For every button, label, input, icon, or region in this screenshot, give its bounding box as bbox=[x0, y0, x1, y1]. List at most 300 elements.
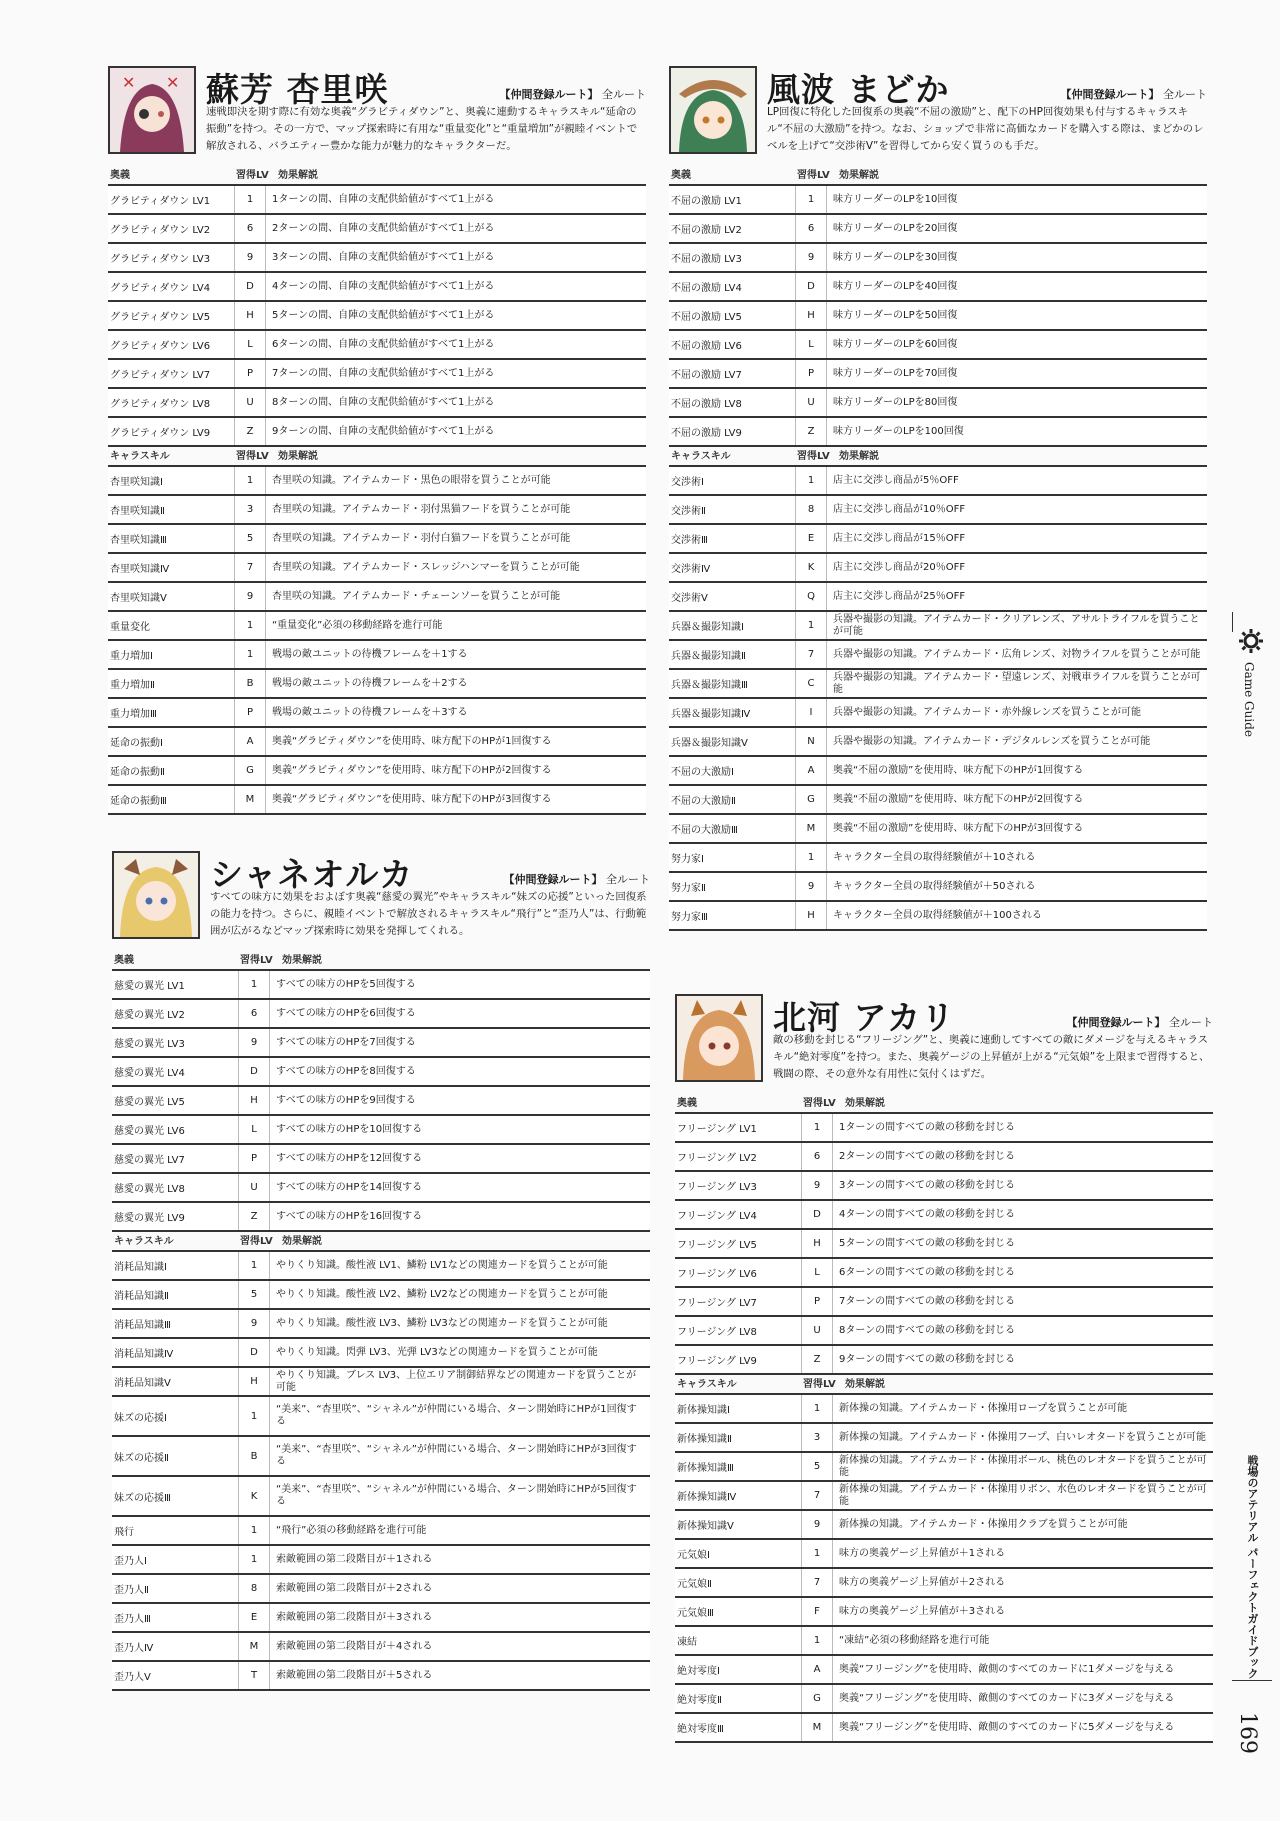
table-row bbox=[675, 1598, 1213, 1627]
character-description: 敵の移動を封じる“フリージング”と、奥義に連動してすべての敵にダメージを与えるキャラスキル“絶対零度”を持つ。また、奥義ゲージの上昇値が上がる“元気娘”を上限まで習得すると、戦闘の際、その意外な有用性に気付くはずだ。 bbox=[773, 1034, 1210, 1080]
learn-level: N bbox=[795, 728, 827, 755]
learn-level: 1 bbox=[234, 186, 266, 213]
learn-level: 8 bbox=[795, 496, 827, 523]
learn-level: P bbox=[795, 360, 827, 387]
header-category: キャラスキル bbox=[114, 1236, 174, 1247]
skill-name: 交渉術Ⅱ bbox=[669, 496, 795, 523]
table-row bbox=[675, 1230, 1213, 1259]
effect-description: 味方リーダーのLPを30回復 bbox=[827, 244, 1207, 271]
learn-level: 9 bbox=[795, 873, 827, 900]
table-row bbox=[669, 418, 1207, 447]
table-row bbox=[669, 902, 1207, 931]
skill-name: 兵器＆撮影知識Ⅴ bbox=[669, 728, 795, 755]
header-effect: 効果解説 bbox=[845, 1379, 885, 1390]
route-value: 全ルート bbox=[1163, 88, 1207, 101]
skill-name: 兵器＆撮影知識Ⅰ bbox=[669, 612, 795, 639]
effect-description: すべての味方のHPを14回復する bbox=[270, 1174, 650, 1201]
skill-name: 延命の振動Ⅲ bbox=[108, 786, 234, 813]
route-label bbox=[1067, 1014, 1214, 1030]
effect-description: 味方の奥義ゲージ上昇値が＋3される bbox=[833, 1598, 1213, 1625]
learn-level: 9 bbox=[234, 583, 266, 610]
table-row bbox=[112, 1397, 650, 1437]
skill-name: フリージング LV6 bbox=[675, 1259, 801, 1286]
skill-name: グラビティダウン LV6 bbox=[108, 331, 234, 358]
skill-name: フリージング LV4 bbox=[675, 1201, 801, 1228]
skill-name: 絶対零度Ⅱ bbox=[675, 1685, 801, 1712]
character-name: 蘇芳 杏里咲 bbox=[206, 70, 389, 109]
skill-name: 新体操知識Ⅰ bbox=[675, 1395, 801, 1422]
skill-name: 歪乃人Ⅱ bbox=[112, 1575, 238, 1602]
learn-level: P bbox=[238, 1145, 270, 1172]
header-effect: 効果解説 bbox=[839, 451, 879, 462]
learn-level: 9 bbox=[238, 1310, 270, 1337]
table-header bbox=[675, 1094, 1213, 1114]
skill-name: グラビティダウン LV3 bbox=[108, 244, 234, 271]
effect-description: 兵器や撮影の知識。アイテムカード・赤外線レンズを買うことが可能 bbox=[827, 699, 1207, 726]
effect-description: 味方リーダーのLPを40回復 bbox=[827, 273, 1207, 300]
skill-name: 不屈の大激励Ⅲ bbox=[669, 815, 795, 842]
game-guide-label: Game Guide bbox=[1242, 662, 1256, 737]
skill-name: 消耗品知識Ⅱ bbox=[112, 1281, 238, 1308]
table-row bbox=[675, 1201, 1213, 1230]
effect-description: すべての味方のHPを16回復する bbox=[270, 1203, 650, 1230]
header-effect: 効果解説 bbox=[278, 451, 318, 462]
learn-level: K bbox=[795, 554, 827, 581]
effect-description: 兵器や撮影の知識。アイテムカード・クリアレンズ、アサルトライフルを買うことが可能 bbox=[827, 612, 1207, 639]
effect-description: 9ターンの間、自陣の支配供給値がすべて1上がる bbox=[266, 418, 646, 445]
effect-description: 兵器や撮影の知識。アイテムカード・望遠レンズ、対戦車ライフルを買うことが可能 bbox=[827, 670, 1207, 697]
route-tag: 【仲間登録ルート】 bbox=[499, 88, 599, 101]
learn-level: H bbox=[801, 1230, 833, 1257]
table-row bbox=[669, 467, 1207, 496]
effect-description: 新体操の知識。アイテムカード・体操用リボン、水色のレオタードを買うことが可能 bbox=[833, 1482, 1213, 1509]
effect-description: 戦場の敵ユニットの待機フレームを＋2する bbox=[266, 670, 646, 697]
header-category: 奥義 bbox=[671, 170, 691, 181]
table-row bbox=[669, 554, 1207, 583]
effect-description: キャラクター全員の取得経験値が＋10される bbox=[827, 844, 1207, 871]
effect-description: 味方リーダーのLPを60回復 bbox=[827, 331, 1207, 358]
learn-level: M bbox=[238, 1633, 270, 1660]
table-row bbox=[675, 1714, 1213, 1743]
effect-description: 味方の奥義ゲージ上昇値が＋1される bbox=[833, 1540, 1213, 1567]
effect-description: キャラクター全員の取得経験値が＋50される bbox=[827, 873, 1207, 900]
effect-description: 新体操の知識。アイテムカード・体操用ボール、桃色のレオタードを買うことが可能 bbox=[833, 1453, 1213, 1480]
learn-level: G bbox=[234, 757, 266, 784]
learn-level: K bbox=[238, 1477, 270, 1515]
skill-name: フリージング LV1 bbox=[675, 1114, 801, 1141]
learn-level: 1 bbox=[801, 1395, 833, 1422]
table-row bbox=[675, 1259, 1213, 1288]
skill-name: 重量変化 bbox=[108, 612, 234, 639]
learn-level: P bbox=[801, 1288, 833, 1315]
effect-description: 味方リーダーのLPを10回復 bbox=[827, 186, 1207, 213]
table-row bbox=[108, 496, 646, 525]
route-tag: 【仲間登録ルート】 bbox=[503, 873, 603, 886]
character-header bbox=[108, 66, 646, 166]
skill-name: 努力家Ⅲ bbox=[669, 902, 795, 929]
learn-level: 6 bbox=[795, 215, 827, 242]
header-category: 奥義 bbox=[110, 170, 130, 181]
skill-name: 交渉術Ⅳ bbox=[669, 554, 795, 581]
table-row bbox=[112, 1477, 650, 1517]
effect-description: 2ターンの間、自陣の支配供給値がすべて1上がる bbox=[266, 215, 646, 242]
learn-level: M bbox=[801, 1714, 833, 1741]
skill-name: 歪乃人Ⅳ bbox=[112, 1633, 238, 1660]
skill-name: 慈愛の翼光 LV7 bbox=[112, 1145, 238, 1172]
skill-name: 杏里咲知識Ⅰ bbox=[108, 467, 234, 494]
character-description: 速戦即決を期す際に有効な奥義“グラビティダウン”と、奥義に連動するキャラスキル“延命の振動”を持つ。その一方で、マップ探索時に有用な“重量変化”と“重量増加”が親睦イベントで解放される、バラエティー豊かな能力が魅力的なキャラクターだ。 bbox=[206, 106, 638, 152]
learn-level: H bbox=[795, 902, 827, 929]
learn-level: H bbox=[238, 1368, 270, 1395]
route-value: 全ルート bbox=[1169, 1016, 1213, 1029]
table-row bbox=[669, 525, 1207, 554]
table-row bbox=[669, 583, 1207, 612]
table-row bbox=[112, 1252, 650, 1281]
table-row bbox=[675, 1317, 1213, 1346]
header-category: 奥義 bbox=[677, 1098, 697, 1109]
table-row bbox=[112, 1662, 650, 1691]
character-portrait bbox=[108, 66, 196, 154]
skill-name: 杏里咲知識Ⅲ bbox=[108, 525, 234, 552]
character-portrait bbox=[669, 66, 757, 154]
route-label bbox=[500, 86, 647, 102]
skill-name: 新体操知識Ⅴ bbox=[675, 1511, 801, 1538]
table-row bbox=[112, 1116, 650, 1145]
character-header bbox=[112, 851, 650, 951]
table-row bbox=[669, 699, 1207, 728]
table-row bbox=[112, 1145, 650, 1174]
character-portrait bbox=[675, 994, 763, 1082]
skill-name: 不屈の激励 LV4 bbox=[669, 273, 795, 300]
effect-description: 7ターンの間すべての敵の移動を封じる bbox=[833, 1288, 1213, 1315]
learn-level: 6 bbox=[234, 215, 266, 242]
skill-name: 杏里咲知識Ⅱ bbox=[108, 496, 234, 523]
effect-description: 味方の奥義ゲージ上昇値が＋2される bbox=[833, 1569, 1213, 1596]
learn-level: U bbox=[795, 389, 827, 416]
learn-level: 5 bbox=[238, 1281, 270, 1308]
effect-description: 9ターンの間すべての敵の移動を封じる bbox=[833, 1346, 1213, 1373]
learn-level: 7 bbox=[234, 554, 266, 581]
skill-name: 重力増加Ⅲ bbox=[108, 699, 234, 726]
skill-name: 兵器＆撮影知識Ⅳ bbox=[669, 699, 795, 726]
learn-level: 7 bbox=[795, 641, 827, 668]
character-section-madoka bbox=[669, 66, 1207, 931]
table-row bbox=[112, 1087, 650, 1116]
character-description: すべての味方に効果をおよぼす奥義“慈愛の翼光”やキャラスキル“妹ズの応援”といった回復系の能力を持つ。さらに、親睦イベントで解放されるキャラスキル“飛行”と“歪乃人”は、行動範囲が広がるなどマップ探索時に効果を発揮してくれる。 bbox=[210, 891, 647, 937]
skill-name: 消耗品知識Ⅳ bbox=[112, 1339, 238, 1366]
effect-description: 味方リーダーのLPを80回復 bbox=[827, 389, 1207, 416]
skill-name: 元気娘Ⅰ bbox=[675, 1540, 801, 1567]
effect-description: “凍結”必須の移動経路を進行可能 bbox=[833, 1627, 1213, 1654]
table-row bbox=[669, 612, 1207, 641]
table-row bbox=[108, 670, 646, 699]
effect-description: 店主に交渉し商品が15％OFF bbox=[827, 525, 1207, 552]
effect-description: すべての味方のHPを5回復する bbox=[270, 971, 650, 998]
character-section-akari bbox=[675, 994, 1213, 1743]
table-row bbox=[112, 971, 650, 1000]
effect-description: 味方リーダーのLPを50回復 bbox=[827, 302, 1207, 329]
skill-name: 杏里咲知識Ⅳ bbox=[108, 554, 234, 581]
header-category: キャラスキル bbox=[671, 451, 731, 462]
skill-name: 交渉術Ⅴ bbox=[669, 583, 795, 610]
skill-name: 兵器＆撮影知識Ⅲ bbox=[669, 670, 795, 697]
effect-description: 兵器や撮影の知識。アイテムカード・広角レンズ、対物ライフルを買うことが可能 bbox=[827, 641, 1207, 668]
skill-name: 不屈の大激励Ⅱ bbox=[669, 786, 795, 813]
effect-description: 味方リーダーのLPを20回復 bbox=[827, 215, 1207, 242]
skill-tables bbox=[675, 1094, 1213, 1743]
table-row bbox=[675, 1288, 1213, 1317]
table-row bbox=[108, 525, 646, 554]
skill-name: 凍結 bbox=[675, 1627, 801, 1654]
learn-level: 9 bbox=[234, 244, 266, 271]
table-row bbox=[675, 1143, 1213, 1172]
table-row bbox=[112, 1517, 650, 1546]
table-row bbox=[675, 1511, 1213, 1540]
table-row bbox=[112, 1058, 650, 1087]
table-row bbox=[108, 583, 646, 612]
table-row bbox=[669, 360, 1207, 389]
table-row bbox=[675, 1395, 1213, 1424]
effect-description: 3ターンの間、自陣の支配供給値がすべて1上がる bbox=[266, 244, 646, 271]
learn-level: B bbox=[234, 670, 266, 697]
effect-description: 5ターンの間、自陣の支配供給値がすべて1上がる bbox=[266, 302, 646, 329]
effect-description: 店主に交渉し商品が25％OFF bbox=[827, 583, 1207, 610]
learn-level: 9 bbox=[238, 1029, 270, 1056]
learn-level: 1 bbox=[238, 1252, 270, 1279]
table-header bbox=[108, 166, 646, 186]
effect-description: 奥義“フリージング”を使用時、敵側のすべてのカードに5ダメージを与える bbox=[833, 1714, 1213, 1741]
learn-level: 7 bbox=[801, 1482, 833, 1509]
skill-name: 不屈の激励 LV3 bbox=[669, 244, 795, 271]
table-row bbox=[108, 273, 646, 302]
skill-name: グラビティダウン LV7 bbox=[108, 360, 234, 387]
skill-name: 不屈の激励 LV8 bbox=[669, 389, 795, 416]
character-name: シャネオルカ bbox=[210, 855, 414, 894]
table-row bbox=[669, 757, 1207, 786]
effect-description: 奥義“フリージング”を使用時、敵側のすべてのカードに1ダメージを与える bbox=[833, 1656, 1213, 1683]
header-level: 習得LV bbox=[803, 1098, 836, 1109]
table-row bbox=[108, 186, 646, 215]
table-row bbox=[669, 815, 1207, 844]
skill-name: 慈愛の翼光 LV3 bbox=[112, 1029, 238, 1056]
effect-description: 奥義“不屈の激励”を使用時、味方配下のHPが2回復する bbox=[827, 786, 1207, 813]
learn-level: U bbox=[238, 1174, 270, 1201]
header-category: キャラスキル bbox=[677, 1379, 737, 1390]
table-row bbox=[112, 1546, 650, 1575]
skill-name: 不屈の激励 LV6 bbox=[669, 331, 795, 358]
learn-level: 1 bbox=[234, 641, 266, 668]
effect-description: “重量変化”必須の移動経路を進行可能 bbox=[266, 612, 646, 639]
learn-level: 7 bbox=[801, 1569, 833, 1596]
learn-level: P bbox=[234, 360, 266, 387]
skill-name: 慈愛の翼光 LV5 bbox=[112, 1087, 238, 1114]
skill-name: グラビティダウン LV2 bbox=[108, 215, 234, 242]
learn-level: 5 bbox=[801, 1453, 833, 1480]
skill-name: 慈愛の翼光 LV6 bbox=[112, 1116, 238, 1143]
skill-name: フリージング LV3 bbox=[675, 1172, 801, 1199]
effect-description: 店主に交渉し商品が5％OFF bbox=[827, 467, 1207, 494]
effect-description: すべての味方のHPを6回復する bbox=[270, 1000, 650, 1027]
skill-name: フリージング LV2 bbox=[675, 1143, 801, 1170]
skill-name: 努力家Ⅱ bbox=[669, 873, 795, 900]
learn-level: A bbox=[234, 728, 266, 755]
route-value: 全ルート bbox=[602, 88, 646, 101]
learn-level: L bbox=[801, 1259, 833, 1286]
table-row bbox=[112, 1575, 650, 1604]
table-row bbox=[112, 1368, 650, 1397]
table-row bbox=[112, 1604, 650, 1633]
learn-level: D bbox=[801, 1201, 833, 1228]
learn-level: H bbox=[795, 302, 827, 329]
skill-name: 絶対零度Ⅲ bbox=[675, 1714, 801, 1741]
table-row bbox=[108, 699, 646, 728]
table-header bbox=[108, 447, 646, 467]
skill-name: グラビティダウン LV4 bbox=[108, 273, 234, 300]
effect-description: 1ターンの間、自陣の支配供給値がすべて1上がる bbox=[266, 186, 646, 213]
skill-name: 不屈の大激励Ⅰ bbox=[669, 757, 795, 784]
table-row bbox=[675, 1346, 1213, 1375]
table-header bbox=[112, 1232, 650, 1252]
learn-level: L bbox=[234, 331, 266, 358]
character-section-chaneolca bbox=[112, 851, 650, 1691]
effect-description: やりくり知識。ブレス LV3、上位エリア制御結界などの関連カードを買うことが可能 bbox=[270, 1368, 650, 1395]
route-label bbox=[1061, 86, 1208, 102]
table-row bbox=[112, 1633, 650, 1662]
table-row bbox=[669, 215, 1207, 244]
table-row bbox=[108, 331, 646, 360]
learn-level: M bbox=[234, 786, 266, 813]
header-effect: 効果解説 bbox=[845, 1098, 885, 1109]
learn-level: D bbox=[238, 1339, 270, 1366]
page-number: 169 bbox=[1235, 1712, 1260, 1754]
table-row bbox=[108, 389, 646, 418]
table-row bbox=[112, 1203, 650, 1232]
learn-level: U bbox=[234, 389, 266, 416]
effect-description: 6ターンの間すべての敵の移動を封じる bbox=[833, 1259, 1213, 1286]
skill-name: 延命の振動Ⅱ bbox=[108, 757, 234, 784]
effect-description: 奥義“不屈の激励”を使用時、味方配下のHPが1回復する bbox=[827, 757, 1207, 784]
learn-level: H bbox=[238, 1087, 270, 1114]
table-row bbox=[669, 728, 1207, 757]
page-number-rule bbox=[1232, 1680, 1272, 1681]
effect-description: 索敵範囲の第二段階目が＋1される bbox=[270, 1546, 650, 1573]
effect-description: 8ターンの間、自陣の支配供給値がすべて1上がる bbox=[266, 389, 646, 416]
effect-description: 杏里咲の知識。アイテムカード・黒色の眼帯を買うことが可能 bbox=[266, 467, 646, 494]
header-level: 習得LV bbox=[236, 451, 269, 462]
character-section-anrisa bbox=[108, 66, 646, 815]
skill-name: 絶対零度Ⅰ bbox=[675, 1656, 801, 1683]
table-row bbox=[112, 1310, 650, 1339]
table-row bbox=[675, 1569, 1213, 1598]
effect-description: 戦場の敵ユニットの待機フレームを＋3する bbox=[266, 699, 646, 726]
table-row bbox=[108, 728, 646, 757]
effect-description: 味方リーダーのLPを70回復 bbox=[827, 360, 1207, 387]
learn-level: 9 bbox=[801, 1511, 833, 1538]
learn-level: C bbox=[795, 670, 827, 697]
effect-description: 索敵範囲の第二段階目が＋5される bbox=[270, 1662, 650, 1689]
learn-level: 1 bbox=[801, 1627, 833, 1654]
table-row bbox=[108, 612, 646, 641]
skill-tables bbox=[112, 951, 650, 1691]
effect-description: やりくり知識。酸性液 LV3、鱗粉 LV3などの関連カードを買うことが可能 bbox=[270, 1310, 650, 1337]
effect-description: すべての味方のHPを8回復する bbox=[270, 1058, 650, 1085]
effect-description: “美来”、“杏里咲”、“シャネル”が仲間にいる場合、ターン開始時にHPが5回復する bbox=[270, 1477, 650, 1515]
table-header bbox=[675, 1375, 1213, 1395]
learn-level: 1 bbox=[795, 467, 827, 494]
character-portrait bbox=[112, 851, 200, 939]
skill-name: 飛行 bbox=[112, 1517, 238, 1544]
table-row bbox=[675, 1627, 1213, 1656]
table-header bbox=[112, 951, 650, 971]
learn-level: P bbox=[234, 699, 266, 726]
effect-description: すべての味方のHPを7回復する bbox=[270, 1029, 650, 1056]
effect-description: 奥義“グラビティダウン”を使用時、味方配下のHPが2回復する bbox=[266, 757, 646, 784]
character-description: LP回復に特化した回復系の奥義“不屈の激励”と、配下のHP回復効果も付与するキャラスキル“不屈の大激励”を持つ。なお、ショップで非常に高価なカードを購入する際は、まどかのレベルを上げて“交渉術Ⅴ”を習得してから安く買うのも手だ。 bbox=[767, 106, 1204, 152]
effect-description: 索敵範囲の第二段階目が＋3される bbox=[270, 1604, 650, 1631]
effect-description: すべての味方のHPを10回復する bbox=[270, 1116, 650, 1143]
character-header bbox=[675, 994, 1213, 1094]
skill-name: 交渉術Ⅰ bbox=[669, 467, 795, 494]
effect-description: “美来”、“杏里咲”、“シャネル”が仲間にいる場合、ターン開始時にHPが3回復する bbox=[270, 1437, 650, 1475]
effect-description: 6ターンの間、自陣の支配供給値がすべて1上がる bbox=[266, 331, 646, 358]
table-row bbox=[112, 1174, 650, 1203]
learn-level: F bbox=[801, 1598, 833, 1625]
skill-name: 元気娘Ⅱ bbox=[675, 1569, 801, 1596]
header-category: キャラスキル bbox=[110, 451, 170, 462]
effect-description: キャラクター全員の取得経験値が＋100される bbox=[827, 902, 1207, 929]
table-row bbox=[108, 360, 646, 389]
table-row bbox=[675, 1424, 1213, 1453]
table-row bbox=[112, 1437, 650, 1477]
table-row bbox=[675, 1685, 1213, 1714]
table-row bbox=[669, 302, 1207, 331]
skill-name: フリージング LV7 bbox=[675, 1288, 801, 1315]
effect-description: 新体操の知識。アイテムカード・体操用クラブを買うことが可能 bbox=[833, 1511, 1213, 1538]
learn-level: G bbox=[795, 786, 827, 813]
learn-level: B bbox=[238, 1437, 270, 1475]
skill-tables bbox=[108, 166, 646, 815]
skill-name: グラビティダウン LV9 bbox=[108, 418, 234, 445]
table-header bbox=[669, 447, 1207, 467]
effect-description: すべての味方のHPを9回復する bbox=[270, 1087, 650, 1114]
skill-name: 不屈の激励 LV5 bbox=[669, 302, 795, 329]
learn-level: 8 bbox=[238, 1575, 270, 1602]
effect-description: 奥義“グラビティダウン”を使用時、味方配下のHPが1回復する bbox=[266, 728, 646, 755]
learn-level: 1 bbox=[238, 1397, 270, 1435]
skill-name: 元気娘Ⅲ bbox=[675, 1598, 801, 1625]
learn-level: 1 bbox=[238, 971, 270, 998]
effect-description: 奥義“フリージング”を使用時、敵側のすべてのカードに3ダメージを与える bbox=[833, 1685, 1213, 1712]
effect-description: 兵器や撮影の知識。アイテムカード・デジタルレンズを買うことが可能 bbox=[827, 728, 1207, 755]
header-effect: 効果解説 bbox=[282, 1236, 322, 1247]
effect-description: 店主に交渉し商品が20％OFF bbox=[827, 554, 1207, 581]
character-name: 風波 まどか bbox=[767, 70, 950, 109]
route-label bbox=[504, 871, 651, 887]
table-row bbox=[112, 1339, 650, 1368]
learn-level: 1 bbox=[234, 612, 266, 639]
effect-description: 3ターンの間すべての敵の移動を封じる bbox=[833, 1172, 1213, 1199]
skill-name: グラビティダウン LV5 bbox=[108, 302, 234, 329]
effect-description: 杏里咲の知識。アイテムカード・スレッジハンマーを買うことが可能 bbox=[266, 554, 646, 581]
learn-level: L bbox=[238, 1116, 270, 1143]
table-row bbox=[112, 1000, 650, 1029]
table-row bbox=[669, 873, 1207, 902]
skill-name: 歪乃人Ⅴ bbox=[112, 1662, 238, 1689]
effect-description: 杏里咲の知識。アイテムカード・羽付黒猫フードを買うことが可能 bbox=[266, 496, 646, 523]
effect-description: 杏里咲の知識。アイテムカード・チェーンソーを買うことが可能 bbox=[266, 583, 646, 610]
skill-name: 消耗品知識Ⅲ bbox=[112, 1310, 238, 1337]
learn-level: Z bbox=[795, 418, 827, 445]
